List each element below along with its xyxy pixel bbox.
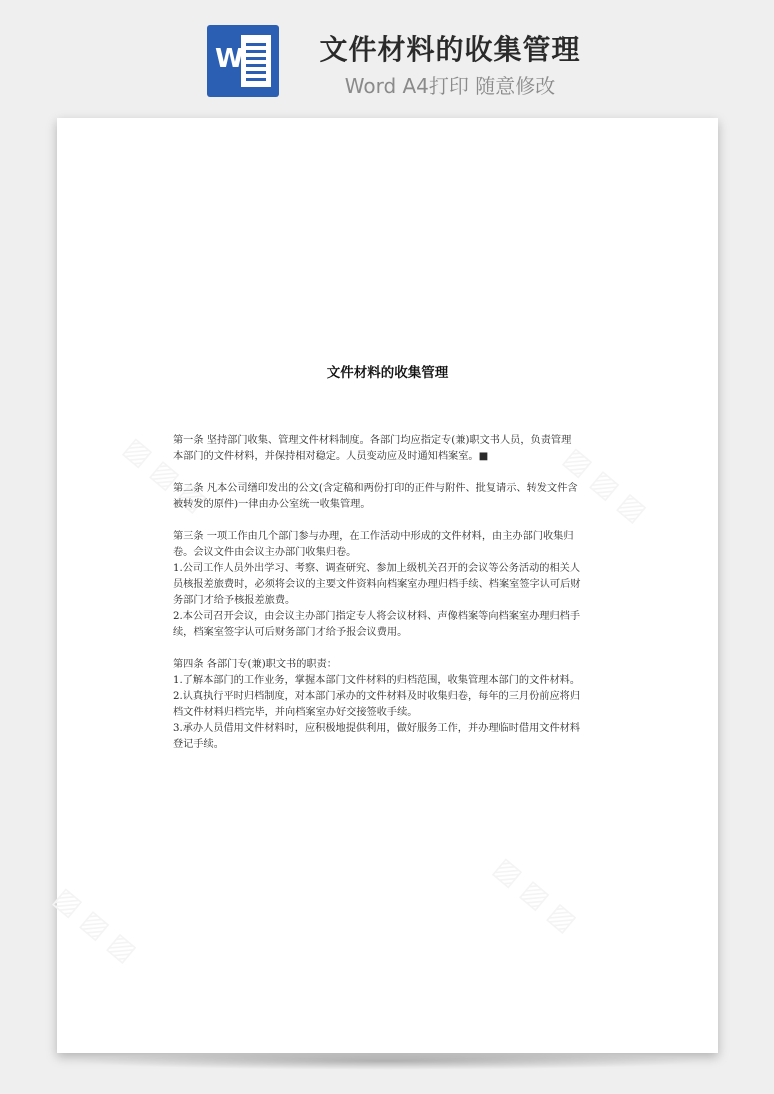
header [0,0,774,110]
article-3-line-3: 1.公司工作人员外出学习、考察、调查研究、参加上级机关召开的会议等公务活动的相关人 [173,563,581,574]
paragraph-gap [173,465,603,481]
article-1-line-1: 第一条 坚持部门收集、管理文件材料制度。各部门均应指定专(兼)职文书人员，负责管理 [173,435,572,446]
article-4-line-2: 1.了解本部门的工作业务，掌握本部门文件材料的归档范围，收集管理本部门的文件材料。 [173,675,581,686]
article-3-line-6: 2.本公司召开会议，由会议主办部门指定专人将会议材料、声像档案等向档案室办理归档手 [173,611,581,622]
word-letter: W [215,44,244,74]
document-body [173,433,603,753]
article-4-line-1: 第四条 各部门专(兼)职文书的职责： [173,659,337,670]
watermark: ▨ ▨ ▨ [487,850,584,939]
article-3-line-4: 员核报差旅费时，必须将会议的主要文件资料向档案室办理归档手续、档案室签字认可后财 [173,579,581,590]
page-shadow [70,1052,705,1070]
word-icon [207,25,279,97]
article-1-line-2: 本部门的文件材料，并保持相对稳定。人员变动应及时通知档案室。■ [173,451,489,462]
article-3-line-2: 卷。会议文件由会议主办部门收集归卷。 [173,547,357,558]
document-page [47,118,718,1053]
article-4-line-5: 3.承办人员借用文件材料时，应积极地提供利用，做好服务工作，并办理临时借用文件材料 [173,723,581,734]
article-2-line-1: 第二条 凡本公司缮印发出的公文(含定稿和两份打印的正件与附件、批复请示、转发文件含 [173,483,578,494]
document-lines-icon [241,35,271,87]
document-title: 文件材料的收集管理 [326,365,449,381]
watermark: ▨ ▨ ▨ [47,880,144,969]
watermark: ▨ ▨ ▨ [557,440,654,529]
article-4-line-4: 档文件材料归档完毕，并向档案室办好交接签收手续。 [173,707,418,718]
watermark: ▨ ▨ ▨ [117,430,214,519]
header-title: 文件材料的收集管理 [319,33,581,66]
article-3-line-7: 续，档案室签字认可后财务部门才给予报会议费用。 [173,627,408,638]
article-3-line-1: 第三条 一项工作由几个部门参与办理，在工作活动中形成的文件材料，由主办部门收集归 [173,531,574,542]
header-subtitle: Word A4打印 随意修改 [344,74,556,98]
paragraph-gap [173,513,603,529]
article-2-line-2: 被转发的原件)一律由办公室统一收集管理。 [173,499,371,510]
article-4-line-3: 2.认真执行平时归档制度，对本部门承办的文件材料及时收集归卷，每年的三月份前应将归 [173,691,581,702]
article-4-line-6: 登记手续。 [173,739,224,750]
article-3-line-5: 务部门才给予核报差旅费。 [173,595,296,606]
paragraph-gap [173,641,603,657]
